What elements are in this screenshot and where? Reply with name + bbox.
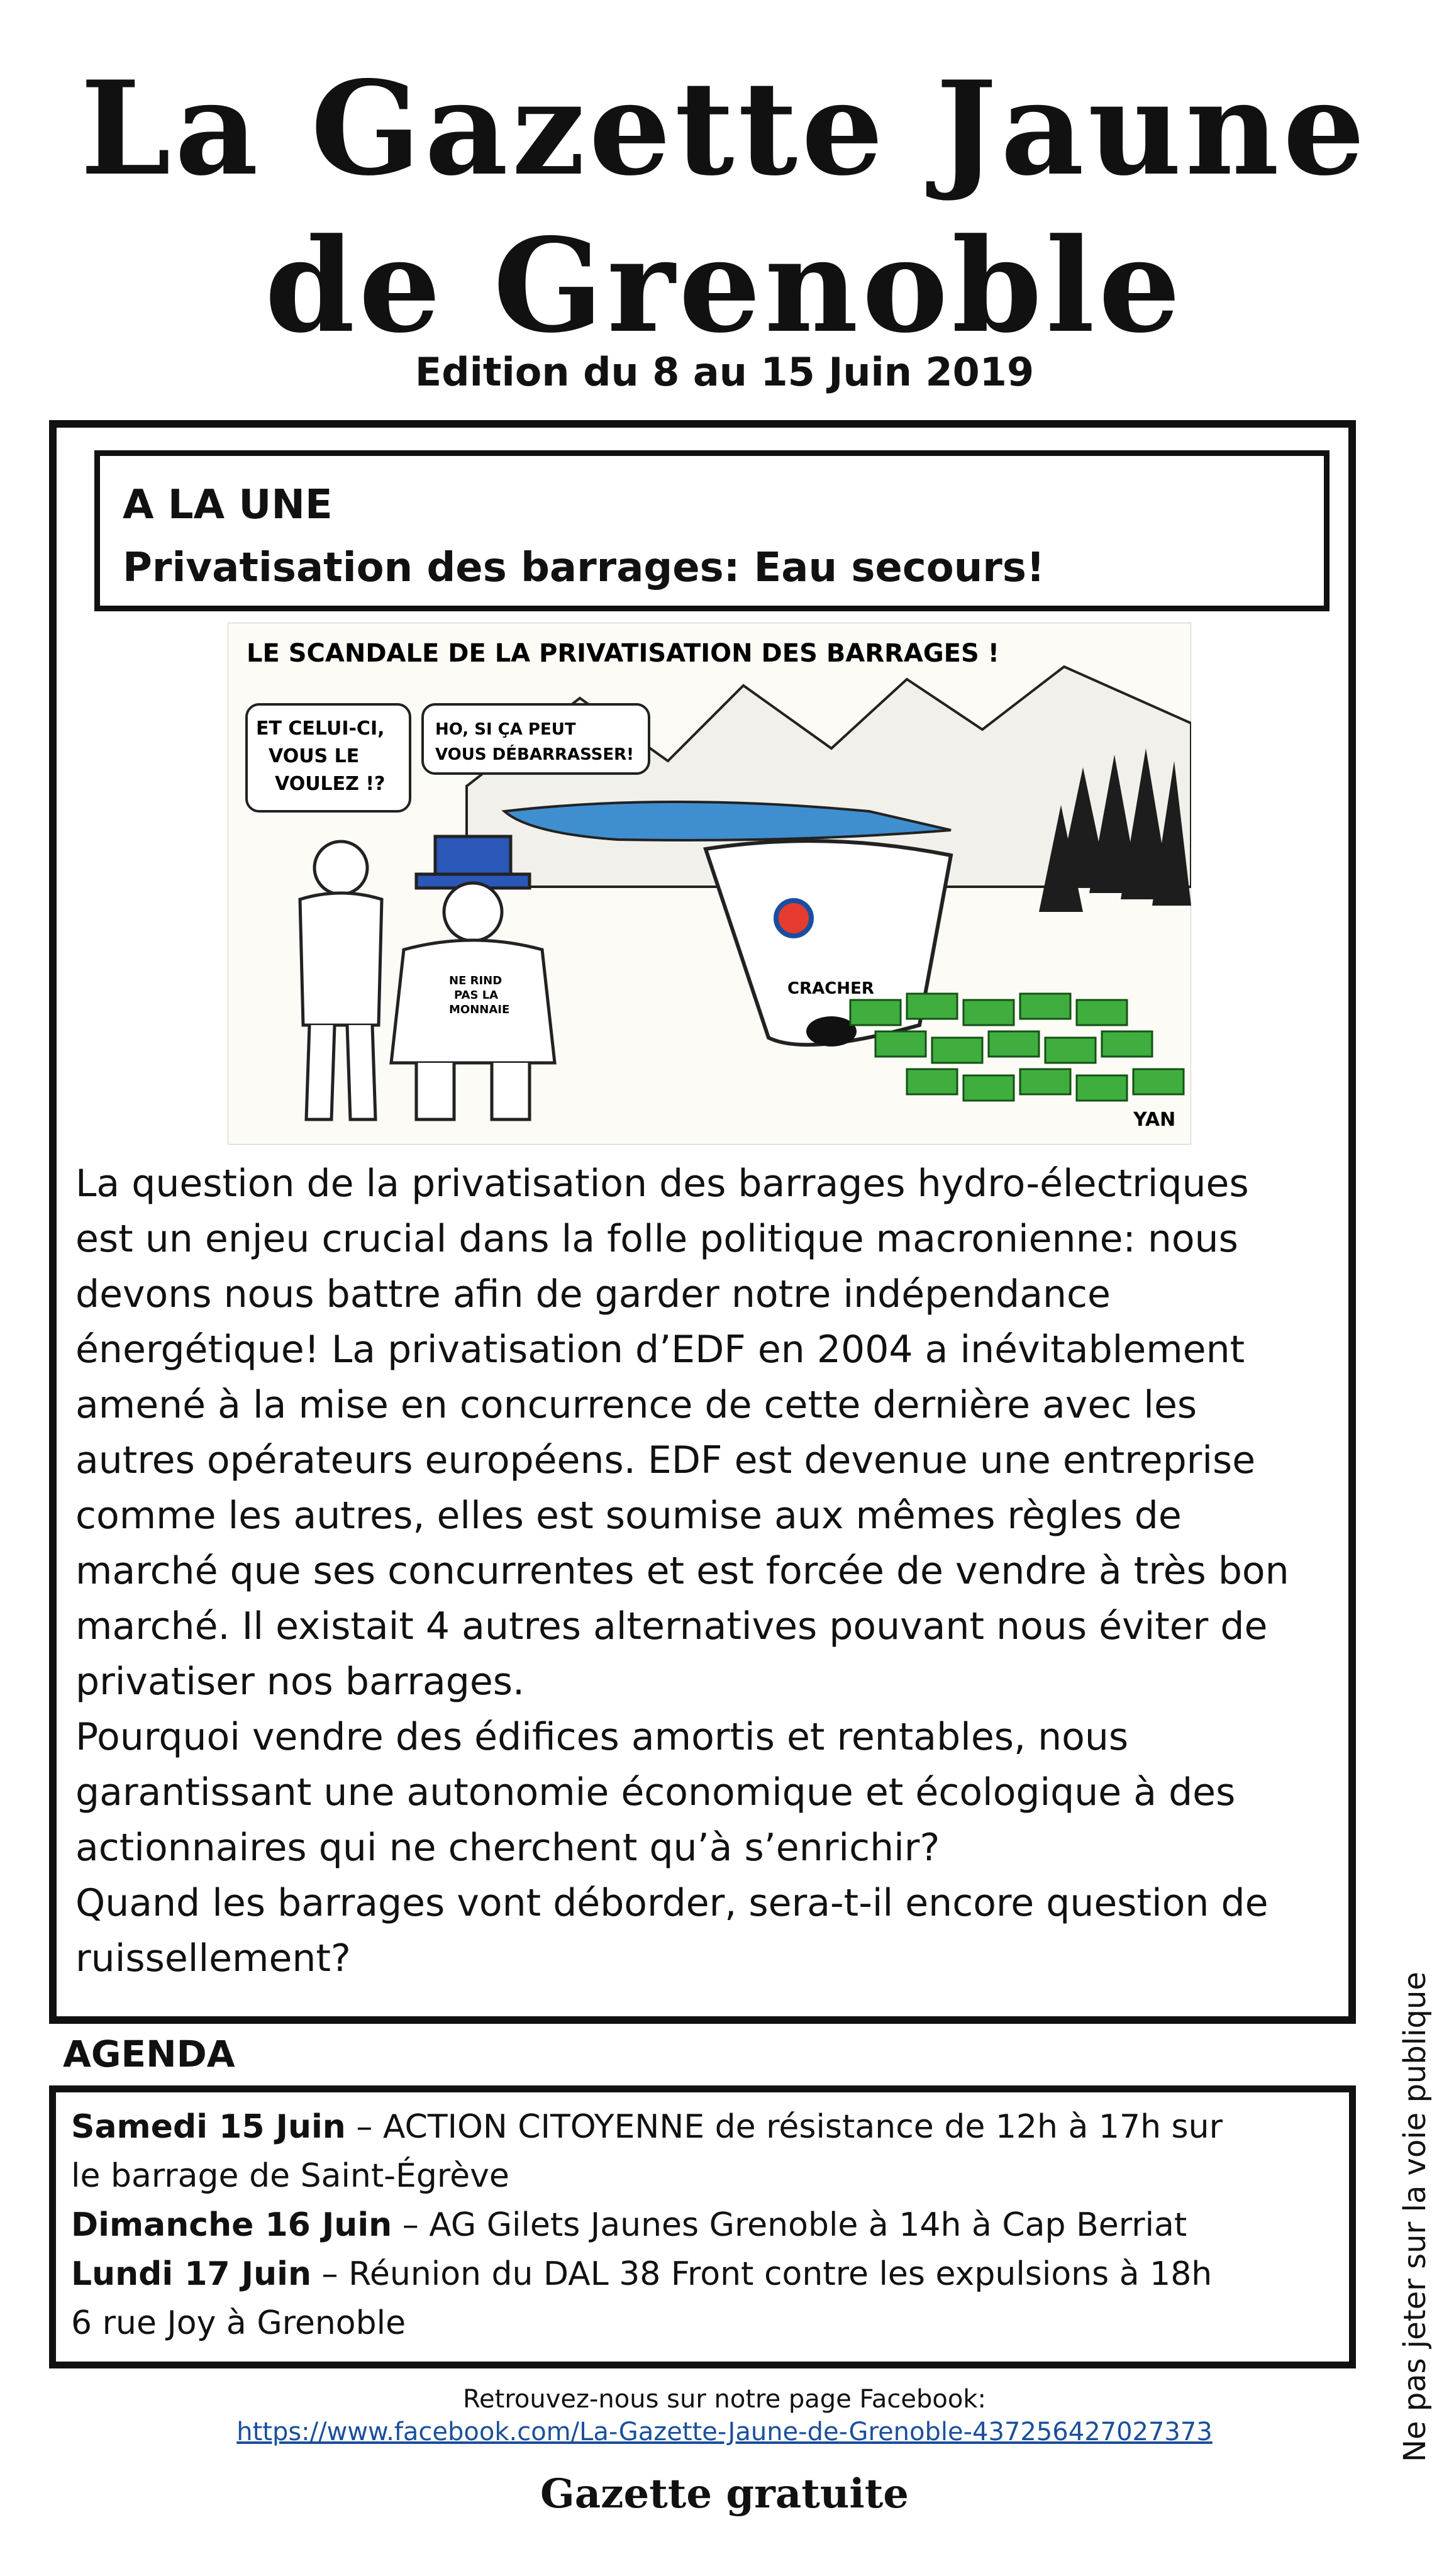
- facebook-link[interactable]: https://www.facebook.com/La-Gazette-Jaune-de-Grenoble-437256427027373: [236, 2418, 1213, 2446]
- side-note-text: Ne pas jeter sur la voie publique: [1397, 1972, 1433, 2462]
- dam-label: CRACHER: [787, 979, 874, 998]
- company-logo-icon: [776, 901, 811, 936]
- article-line: comme les autres, elles est soumise aux mêmes règles de: [75, 1494, 1182, 1538]
- agenda-event: [71, 2250, 1334, 2348]
- agenda-event-text: – ACTION CITOYENNE de résistance de 12h à 17h sur: [345, 2108, 1223, 2146]
- article-line: marché que ses concurrentes et est forcée de vendre à très bon: [75, 1549, 1289, 1593]
- agenda-box: [49, 2085, 1356, 2368]
- agenda-event: [71, 2102, 1334, 2201]
- article-line: devons nous battre afin de garder notre indépendance: [75, 1272, 1111, 1316]
- cartoon-title: LE SCANDALE DE LA PRIVATISATION DES BARRAGES !: [247, 639, 999, 668]
- cartoon-illustration: [228, 623, 1191, 1145]
- article-line: Pourquoi vendre des édifices amortis et rentables, nous: [75, 1715, 1129, 1759]
- plate-line-2: PAS LA: [454, 989, 499, 1002]
- article-line: marché. Il existait 4 autres alternatives pouvant nous éviter de: [75, 1604, 1268, 1648]
- article-line: Quand les barrages vont déborder, sera-t-il encore question de: [75, 1881, 1269, 1925]
- agenda-event-text: – AG Gilets Jaunes Grenoble à 14h à Cap Berriat: [392, 2206, 1187, 2244]
- agenda-event-date: Dimanche 16 Juin: [71, 2206, 392, 2244]
- agenda-event: [71, 2201, 1334, 2250]
- speech-bubble-left-line-1: ET CELUI-CI,: [256, 718, 385, 740]
- article-line: privatiser nos barrages.: [75, 1660, 525, 1704]
- plate-line-3: MONNAIE: [449, 1003, 510, 1016]
- article-line: garantissant une autonomie économique et écologique à des: [75, 1770, 1236, 1814]
- article-line: ruissellement?: [75, 1936, 351, 1980]
- article-line: est un enjeu crucial dans la folle politique macronienne: nous: [75, 1217, 1238, 1261]
- speech-bubble-left-line-2: VOUS LE: [269, 745, 360, 767]
- speech-bubble-right-line-1: HO, SI ÇA PEUT: [435, 720, 576, 739]
- agenda-event-text: le barrage de Saint-Égrève: [71, 2157, 509, 2195]
- speech-bubble-left-line-3: VOULEZ !?: [275, 773, 386, 795]
- agenda-heading: AGENDA: [63, 2033, 235, 2075]
- article-paragraph-3: [75, 1875, 1340, 1986]
- edition-date: Edition du 8 au 15 Juin 2019: [414, 349, 1035, 395]
- agenda-event-text: 6 rue Joy à Grenoble: [71, 2304, 406, 2342]
- masthead: [0, 50, 1449, 365]
- article-line: La question de la privatisation des barrages hydro-électriques: [75, 1162, 1249, 1206]
- plate-line-1: NE RIND: [449, 974, 502, 987]
- masthead-line-2: de Grenoble: [264, 211, 1185, 362]
- article-line: autres opérateurs européens. EDF est devenue une entreprise: [75, 1438, 1256, 1482]
- une-label: A LA UNE: [123, 482, 333, 528]
- une-headline: Privatisation des barrages: Eau secours!: [123, 545, 1045, 591]
- speech-bubble-right-line-2: VOUS DÉBARRASSER!: [435, 745, 635, 764]
- headline-box: [94, 450, 1330, 611]
- article-body: [75, 1156, 1340, 1986]
- article-paragraph-2: [75, 1709, 1340, 1875]
- article-line: actionnaires qui ne cherchent qu’à s’enrichir?: [75, 1826, 940, 1870]
- free-gazette-label: Gazette gratuite: [540, 2470, 909, 2518]
- agenda-event-date: Lundi 17 Juin: [71, 2255, 312, 2293]
- article-line: amené à la mise en concurrence de cette dernière avec les: [75, 1383, 1197, 1427]
- masthead-line-1: La Gazette Jaune: [80, 53, 1369, 204]
- agenda-event-date: Samedi 15 Juin: [71, 2108, 346, 2146]
- article-paragraph-1: [75, 1156, 1340, 1709]
- agenda-event-text: – Réunion du DAL 38 Front contre les expulsions à 18h: [311, 2255, 1213, 2293]
- article-line: énergétique! La privatisation d’EDF en 2004 a inévitablement: [75, 1328, 1245, 1372]
- cartoon-signature: YAN: [1133, 1109, 1176, 1131]
- front-page-box: [49, 420, 1356, 2024]
- facebook-label: Retrouvez-nous sur notre page Facebook:: [463, 2385, 986, 2414]
